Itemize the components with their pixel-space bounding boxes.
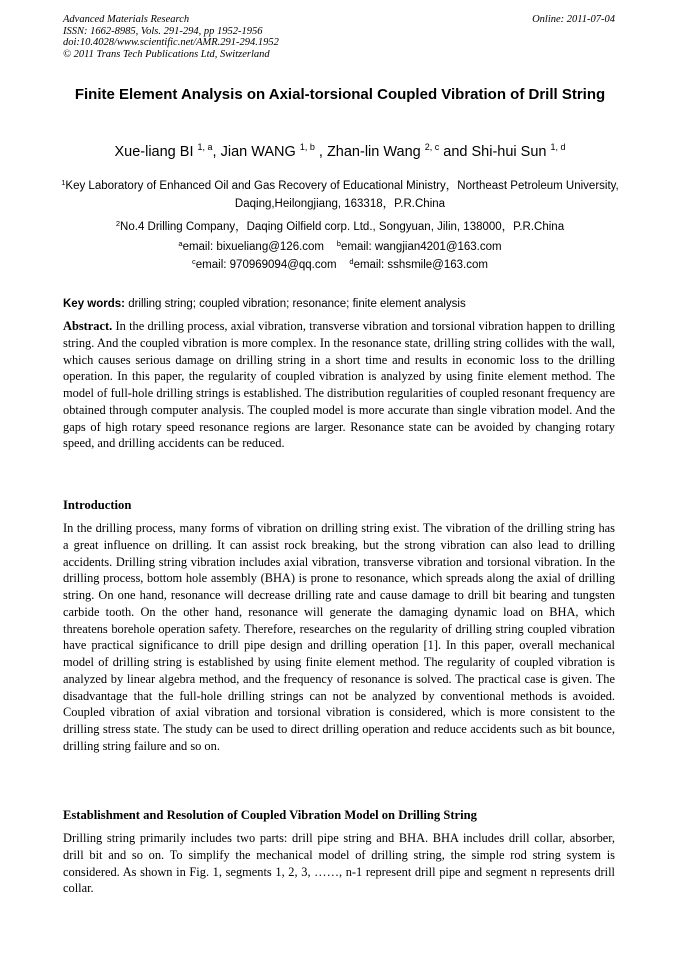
journal-doi: doi:10.4028/www.scientific.net/AMR.291-294.1952: [63, 37, 279, 48]
paper-title: Finite Element Analysis on Axial-torsional Coupled Vibration of Drill String: [74, 86, 606, 103]
affiliation-mark: 2: [115, 219, 121, 228]
email-mark: b: [336, 239, 341, 248]
email-address: email: sshsmile@163.com: [353, 259, 488, 271]
author-list: [40, 142, 640, 162]
affiliation-text: Key Laboratory of Enhanced Oil and Gas Recovery of Educational Ministry，Northeast Petroleum University, Daqing,Heilongjiang, 163318，P.R.China: [65, 180, 619, 210]
journal-copyright: © 2011 Trans Tech Publications Ltd, Switzerland: [63, 48, 270, 60]
email-address: email: bixueliang@126.com: [182, 241, 325, 253]
author-name: Shi-hui Sun: [471, 144, 547, 160]
introduction-text: In the drilling process, many forms of vibration on drilling string exist. The vibration of the drilling string has a great influence on drilling. It can assist rock breaking, but the strong vibration can also lead to drilling accidents. Drilling string vibration includes axial vibration, transverse vibration and torsional vibration. In the drilling process, bottom hole assembly (BHA) is prone to resonance, which spreads along the axial of drilling string. On one hand, resonance will decrease drilling rate and cause damage to drill bit bearing and tungsten carbide tooth. On the other hand, resonance will generate the damaging dynamic load on BHA, which threatens borehole operation safety. Therefore, researches on the regularity of drilling string coupled vibration have practical significance to drill pipe design and drilling operation [1]. In this paper, overall mechanical model of drilling string is established by using finite element method. The regularity of coupled vibration is analyzed by linear algebra method, and the frequency of resonance is solved. The practical case is given. The disadvantage that the full-hole drilling strings can not be analyzed by conventional methods is avoided. Coupled vibration of axial vibration and torsional vibration is considered, which is more consistent to the drilling stress state. The study can be used to direct drilling operation and reduce accidents such as bit bounce, drilling string failure and so on.: [63, 521, 615, 753]
author-affiliation-mark: 1, d: [550, 142, 566, 152]
abstract: [63, 318, 615, 452]
email-block: [60, 238, 620, 274]
author-separator: ,: [212, 144, 221, 160]
author-affiliation-mark: 2, c: [424, 142, 440, 152]
keywords: [63, 296, 615, 312]
online-date: Online: 2011-07-04: [532, 14, 615, 25]
email-address: email: 970969094@qq.com: [195, 259, 337, 271]
keywords-label: Key words:: [63, 298, 125, 310]
section-heading-introduction: Introduction: [63, 498, 132, 512]
affiliation-1: [60, 177, 620, 213]
affiliation-text: No.4 Drilling Company，Daqing Oilfield corp. Ltd., Songyuan, Jilin, 138000，P.R.China: [120, 221, 565, 233]
abstract-label: Abstract.: [63, 319, 113, 333]
section-heading-establishment: Establishment and Resolution of Coupled Vibration Model on Drilling String: [63, 808, 477, 822]
journal-name: Advanced Materials Research: [63, 14, 190, 25]
affiliation-mark: 1: [61, 178, 66, 187]
author-separator: ,: [314, 144, 327, 160]
author-name: Zhan-lin Wang: [326, 144, 421, 160]
keywords-text: drilling string; coupled vibration; resonance; finite element analysis: [125, 298, 466, 310]
establishment-text: Drilling string primarily includes two parts: drill pipe string and BHA. BHA includes drill collar, absorber, drill bit and so on. To simplify the mechanical model of drilling string, the simple rod string system is considered. As shown in Fig. 1, segments 1, 2, 3, ……, n-1 represent drill pipe and segment n represents drill collar.: [63, 831, 615, 896]
author-name: Xue-liang BI: [114, 144, 194, 160]
email-mark: a: [178, 239, 183, 248]
author-affiliation-mark: 1, b: [299, 142, 315, 152]
journal-issn: ISSN: 1662-8985, Vols. 291-294, pp 1952-1956: [63, 25, 263, 37]
journal-header: [63, 14, 615, 60]
author-name: Jian WANG: [220, 144, 296, 160]
email-address: email: wangjian4201@163.com: [340, 241, 502, 253]
email-mark: c: [192, 257, 196, 266]
email-mark: d: [349, 257, 354, 266]
affiliation-2: [60, 218, 620, 236]
author-affiliation-mark: 1, a: [197, 142, 213, 152]
author-separator: and: [439, 144, 472, 160]
abstract-text: In the drilling process, axial vibration, transverse vibration and torsional vibration happen to drilling string. And the coupled vibration is more complex. In the resonance state, drilling string collides with the wall, which causes serious damage on drilling string in a short time and results in economic loss to the drilling operation. In this paper, the regularity of coupled vibration is analyzed by using finite element method. The model of full-hole drilling strings is established. The distribution regularities of coupled resonant frequency are obtained through computer analysis. The coupled model is more accurate than single vibration model. And the gaps of high rotary speed resonance regions are larger. Resonance state can be avoided by changing rotary speed, and drilling accidents can be reduced.: [63, 319, 615, 451]
